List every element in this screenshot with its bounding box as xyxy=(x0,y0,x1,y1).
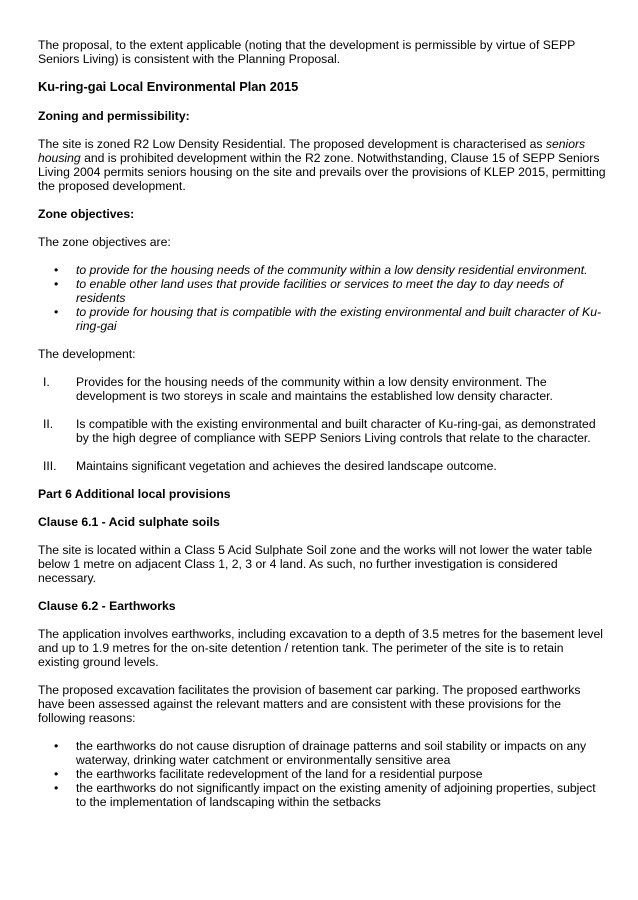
bullet-icon: • xyxy=(54,263,59,277)
bullet-icon: • xyxy=(54,767,59,781)
part6-heading: Part 6 Additional local provisions xyxy=(38,487,231,501)
list-item-text: the earthworks do not significantly impact on the existing amenity of adjoining properties, subject to the implementation of landscaping within the setbacks xyxy=(76,781,596,809)
list-item xyxy=(38,417,606,445)
list-item xyxy=(38,277,606,305)
bullet-icon: • xyxy=(54,739,59,753)
zone-objectives-intro: The zone objectives are: xyxy=(38,235,171,249)
intro-paragraph: The proposal, to the extent applicable (noting that the development is permissible by virtue of SEPP Seniors Living) is consistent with the Planning Proposal. xyxy=(38,38,576,66)
list-item-text: to enable other land uses that provide facilities or services to meet the day to day needs of residents xyxy=(76,277,564,305)
list-item-text: Provides for the housing needs of the community within a low density environment. The development is two storeys in scale and maintains the established low density character. xyxy=(76,375,553,403)
bullet-icon: • xyxy=(54,781,59,795)
clause-6-2-paragraph-2: The proposed excavation facilitates the provision of basement car parking. The proposed earthworks have been assessed against the relevant matters and are consistent with these provisions for the following reasons: xyxy=(38,683,581,725)
list-item-text: the earthworks facilitate redevelopment of the land for a residential purpose xyxy=(76,767,483,781)
zone-objectives-list xyxy=(38,263,606,333)
list-item xyxy=(38,767,606,781)
list-item xyxy=(38,375,606,403)
lep-title: Ku-ring-gai Local Environmental Plan 2015 xyxy=(38,79,299,94)
clause-6-1-heading: Clause 6.1 - Acid sulphate soils xyxy=(38,515,220,529)
development-list xyxy=(38,375,606,473)
zoning-text-emphasis: seniors housing xyxy=(38,137,586,165)
list-item xyxy=(38,781,606,809)
list-item-text: the earthworks do not cause disruption of drainage patterns and soil stability or impacts on any waterway, drinking water catchment or environmentally sensitive area xyxy=(76,739,587,767)
earthworks-reasons-list xyxy=(38,739,606,809)
document-page xyxy=(38,38,606,823)
list-item-text: Is compatible with the existing environmental and built character of Ku-ring-gai, as demonstrated by the high degree of compliance with SEPP Seniors Living controls that relate to the character. xyxy=(76,417,596,445)
list-item xyxy=(38,459,606,473)
list-item xyxy=(38,263,606,277)
zone-objectives-heading: Zone objectives: xyxy=(38,207,135,221)
list-item-text: to provide for housing that is compatible with the existing environmental and built character of Ku-ring-gai xyxy=(76,305,602,333)
list-item xyxy=(38,739,606,767)
zoning-text-b: and is prohibited development within the R2 zone. Notwithstanding, Clause 15 of SEPP Seniors Living 2004 permits seniors housing on the site and prevails over the provisions of KLEP 2015, permitting the proposed development. xyxy=(38,151,606,193)
zoning-heading: Zoning and permissibility: xyxy=(38,109,190,123)
list-item-text: to provide for the housing needs of the community within a low density residential environment. xyxy=(76,263,588,277)
list-item-text: Maintains significant vegetation and achieves the desired landscape outcome. xyxy=(76,459,497,473)
clause-6-2-paragraph-1: The application involves earthworks, including excavation to a depth of 3.5 metres for the basement level and up to 1.9 metres for the on-site detention / retention tank. The perimeter of the site is to retain existing ground levels. xyxy=(38,627,604,669)
list-number: III. xyxy=(43,459,57,473)
zoning-paragraph xyxy=(38,137,606,193)
zoning-text-a: The site is zoned R2 Low Density Residential. The proposed development is characterised as xyxy=(38,137,546,151)
bullet-icon: • xyxy=(54,277,59,291)
development-intro: The development: xyxy=(38,347,136,361)
clause-6-2-heading: Clause 6.2 - Earthworks xyxy=(38,599,176,613)
list-number: I. xyxy=(43,375,50,389)
list-number: II. xyxy=(43,417,54,431)
bullet-icon: • xyxy=(54,305,59,319)
list-item xyxy=(38,305,606,333)
clause-6-1-paragraph: The site is located within a Class 5 Acid Sulphate Soil zone and the works will not lower the water table below 1 metre on adjacent Class 1, 2, 3 or 4 land. As such, no further investigation is considered necessary. xyxy=(38,543,593,585)
